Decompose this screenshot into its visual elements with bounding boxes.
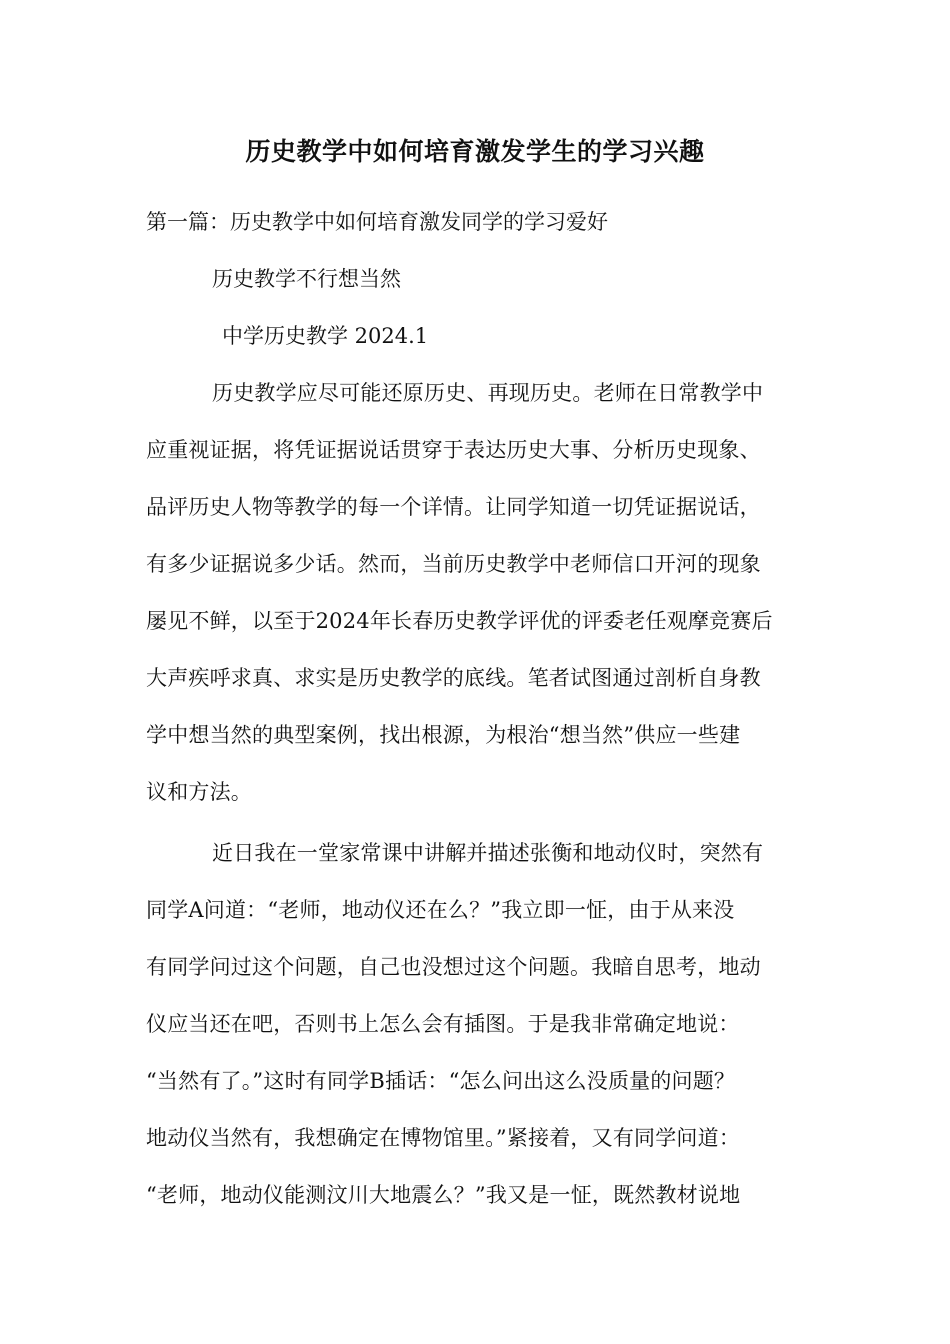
paragraph-2-line: 同学A问道：“老师，地动仪还在么？”我立即一怔，由于从来没 [146, 898, 735, 922]
paragraph-1-line: 有多少证据说多少话。然而，当前历史教学中老师信口开河的现象 [146, 552, 761, 576]
document-title: 历史教学中如何培育激发学生的学习兴趣 [245, 137, 705, 166]
article-subtitle: 历史教学不行想当然 [212, 267, 401, 291]
paragraph-2-line: 有同学问过这个问题，自己也没想过这个问题。我暗自思考，地动 [146, 955, 761, 979]
paragraph-1-line: 学中想当然的典型案例，找出根源，为根治“想当然”供应一些建 [146, 723, 741, 747]
paragraph-1-line: 议和方法。 [146, 780, 252, 804]
article-source: 中学历史教学 2024.1 [222, 324, 429, 348]
paragraph-1-line: 历史教学应尽可能还原历史、再现历史。老师在日常教学中 [212, 381, 764, 405]
paragraph-2-line: “当然有了。”这时有同学B插话：“怎么问出这么没质量的问题？ [146, 1069, 736, 1093]
paragraph-2-line: 仪应当还在吧，否则书上怎么会有插图。于是我非常确定地说： [146, 1012, 740, 1036]
paragraph-2-line: 地动仪当然有，我想确定在博物馆里。”紧接着，又有同学问道： [146, 1126, 741, 1150]
paragraph-2-line: “老师，地动仪能测汶川大地震么？”我又是一怔，既然教材说地 [146, 1183, 741, 1207]
paragraph-1-line: 应重视证据，将凭证据说话贯穿于表达历史大事、分析历史现象、 [146, 438, 761, 462]
paragraph-1-line: 大声疾呼求真、求实是历史教学的底线。笔者试图通过剖析自身教 [146, 666, 761, 690]
section-heading: 第一篇：历史教学中如何培育激发同学的学习爱好 [146, 210, 608, 234]
paragraph-1-line: 屡见不鲜，以至于2024年长春历史教学评优的评委老任观摩竞赛后 [146, 609, 773, 633]
paragraph-2-line: 近日我在一堂家常课中讲解并描述张衡和地动仪时，突然有 [212, 841, 764, 865]
paragraph-1-line: 品评历史人物等教学的每一个详情。让同学知道一切凭证据说话， [146, 495, 761, 519]
